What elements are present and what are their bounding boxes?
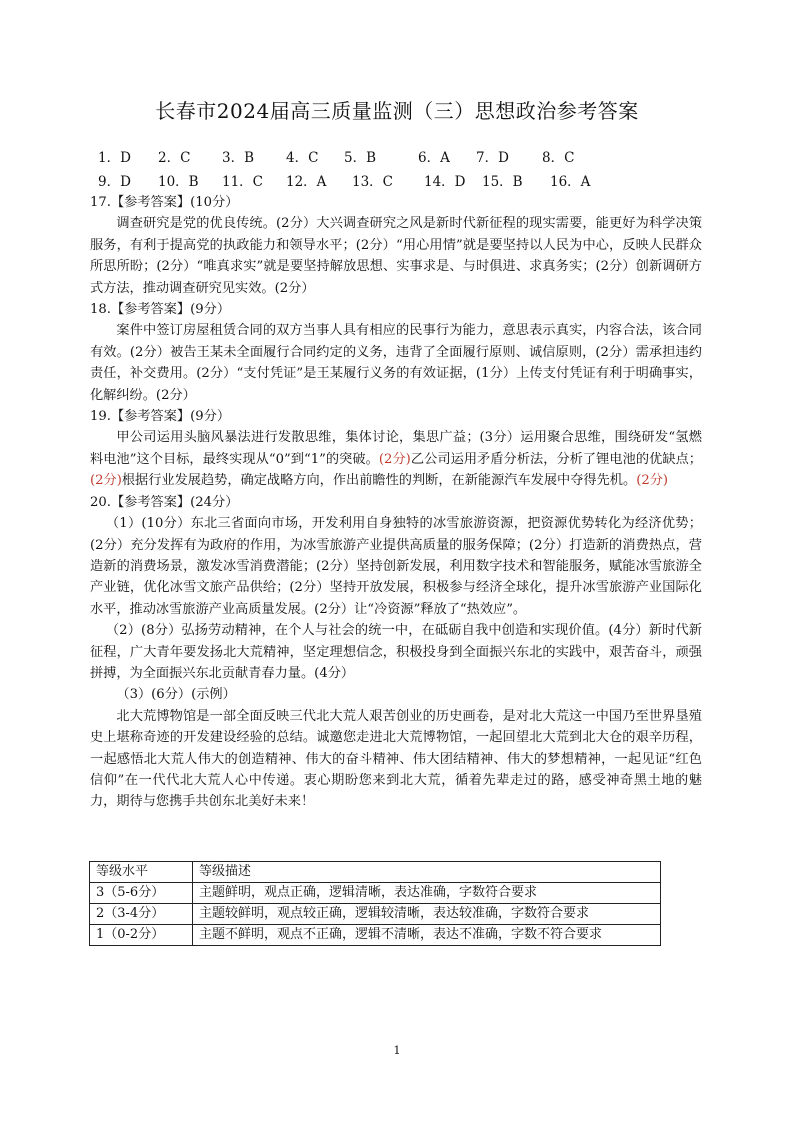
table-header-cell: 等级描述	[193, 862, 661, 883]
mc-answer: 14．D	[424, 174, 466, 190]
table-cell: 1（0-2分）	[90, 925, 193, 946]
table-cell: 主题较鲜明，观点较正确，逻辑较清晰，表达较准确，字数符合要求	[193, 904, 661, 925]
q20-sub3-example: 北大荒博物馆是一部全面反映三代北大荒人艰苦创业的历史画卷，是对北大荒这一中国乃至世界垦殖史上堪称奇迹的开发建设经验的总结。诚邀您走进北大荒博物馆，一起回望北大荒到北大仓的艰辛历程，一起感悟北大荒人伟大的创造精神、伟大的奋斗精神、伟大团结精神、伟大的梦想精神，一起见证“红色信仰”在一代代北大荒人心中传递。衷心期盼您来到北大荒，循着先辈走过的路，感受神奇黑土地的魅力，期待与您携手共创东北美好未来！	[90, 708, 702, 810]
q19-part1: 甲公司运用头脑风暴法进行发散思维，集体讨论，集思广益；(3分）运用聚合思维，围绕研发“氢燃料电池”这个目标，最终实现从“0”到“1”的突破。	[90, 430, 702, 467]
mc-answer: 7．D	[476, 150, 509, 166]
mc-answer: 6．A	[418, 150, 450, 166]
q19-score-c: (2分)	[636, 473, 669, 489]
table-header-cell: 等级水平	[90, 862, 193, 883]
q19-part3: 根据行业发展趋势，确定战略方向，作出前瞻性的判断，在新能源汽车发展中夺得先机。	[121, 473, 637, 489]
q20-sub2: （2）(8分）弘扬劳动精神，在个人与社会的统一中，在砥砺自我中创造和实现价值。(4分）新时代新征程，广大青年要发扬北大荒精神，坚定理想信念，积极投身到全面振兴东北的实践中，艰苦奋斗，顽强拼搏，为全面振兴东北贡献青春力量。(4分）	[90, 623, 702, 681]
mc-answer: 3．B	[222, 150, 255, 166]
mc-answer: 10．B	[158, 174, 199, 190]
table-cell: 2（3-4分）	[90, 904, 193, 925]
q18-header: 18.【参考答案】(9分）	[90, 302, 231, 318]
page-title: 长春市2024届高三质量监测（三）思想政治参考答案	[155, 99, 639, 123]
q19-score-a: (2分)	[378, 451, 411, 467]
answer-content	[90, 192, 702, 813]
q20-header: 20.【参考答案】(24分）	[90, 494, 239, 510]
table-row	[90, 925, 661, 946]
q19-score-b: (2分)	[90, 473, 122, 489]
grading-table	[89, 861, 661, 946]
q19-header: 19.【参考答案】(9分）	[90, 409, 231, 425]
table-cell: 主题不鲜明，观点不正确，逻辑不清晰，表达不准确，字数不符合要求	[193, 925, 661, 946]
table-row	[90, 904, 661, 925]
q20-sub3-header: （3）(6分）(示例）	[116, 687, 236, 703]
page-number: 1	[393, 1044, 401, 1057]
q19-answer	[90, 427, 702, 491]
table-cell: 主题鲜明，观点正确，逻辑清晰，表达准确，字数符合要求	[193, 883, 661, 904]
q19-part2: 乙公司运用矛盾分析法，分析了锂电池的优缺点；	[410, 451, 702, 467]
mc-answer: 8．C	[542, 150, 575, 166]
mc-answer: 4．C	[286, 150, 319, 166]
table-cell: 3（5-6分）	[90, 883, 193, 904]
q17-answer: 调查研究是党的优良传统。(2分）大兴调查研究之风是新时代新征程的现实需要，能更好为科学决策服务，有利于提高党的执政能力和领导水平；(2分）“用心用情”就是要坚持以人民为中心，反映人民群众所思所盼；(2分）“唯真求实”就是要坚持解放思想、实事求是、与时俱进、求真务实；(2分）创新调研方式方法，推动调查研究见实效。(2分）	[90, 216, 702, 296]
q20-sub1: （1）(10分）东北三省面向市场，开发利用自身独特的冰雪旅游资源，把资源优势转化为经济优势；(2分）充分发挥有为政府的作用，为冰雪旅游产业提供高质量的服务保障；(2分）打造新的消费热点，营造新的消费场景，激发冰雪消费潜能；(2分）坚持创新发展，利用数字技术和智能服务，赋能冰雪旅游全产业链，优化冰雪文旅产品供给；(2分）坚持开放发展，积极参与经济全球化，提升冰雪旅游产业国际化水平，推动冰雪旅游产业高质量发展。(2分）让“冷资源”释放了“热效应”。	[90, 516, 702, 617]
mc-answer: 15．B	[482, 174, 523, 190]
mc-answer: 1．D	[98, 150, 131, 166]
mc-answer: 11．C	[222, 174, 264, 190]
q17-header: 17.【参考答案】(10分）	[90, 195, 239, 210]
mc-answer: 5．B	[344, 150, 377, 166]
mc-answer: 12．A	[286, 174, 327, 190]
table-header-row	[90, 862, 661, 883]
q18-answer: 案件中签订房屋租赁合同的双方当事人具有相应的民事行为能力，意思表示真实，内容合法，该合同有效。(2分）被告王某未全面履行合同约定的义务，违背了全面履行原则、诚信原则，(2分）需承担违约责任，补交费用。(2分）“支付凭证”是王某履行义务的有效证据，(1分）上传支付凭证有利于明确事实，化解纠纷。(2分）	[90, 323, 702, 403]
mc-answer: 2．C	[158, 150, 191, 166]
table-row	[90, 883, 661, 904]
mc-answer: 13．C	[352, 174, 394, 190]
mc-answer: 16．A	[550, 174, 591, 190]
mc-answer: 9．D	[98, 174, 131, 190]
